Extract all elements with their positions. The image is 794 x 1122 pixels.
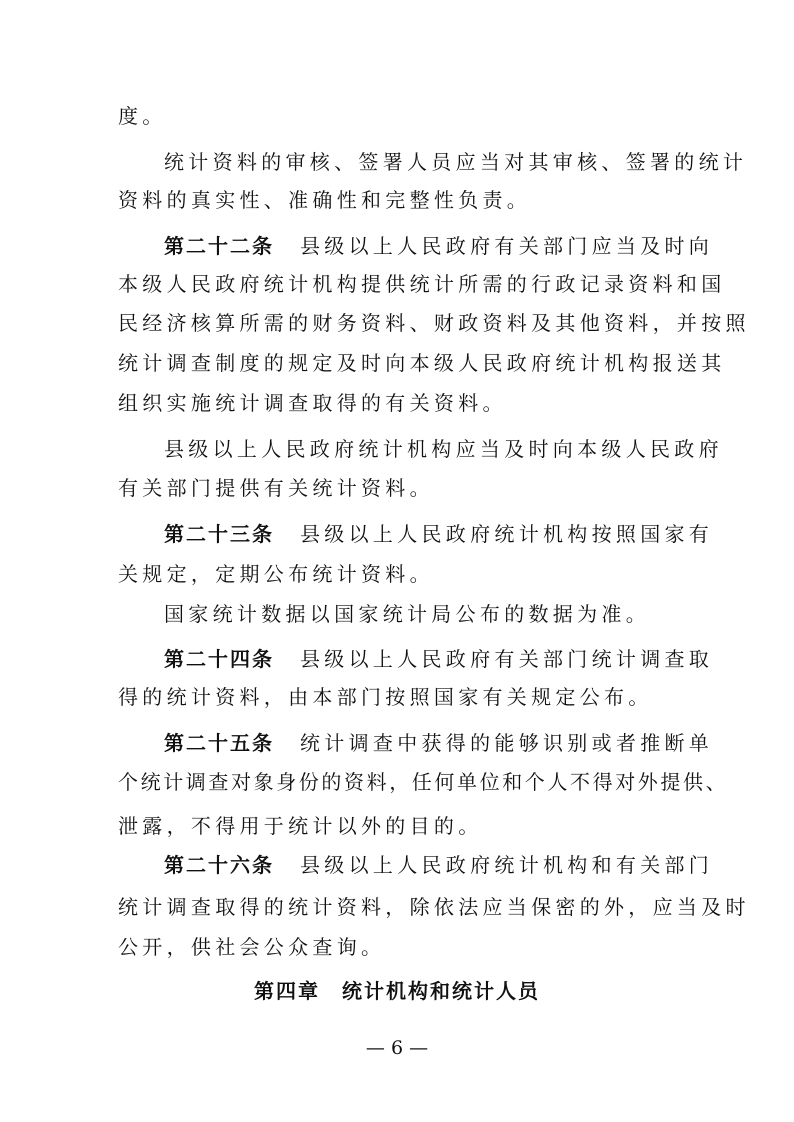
text-line: 得的统计资料，由本部门按照国家有关规定公布。 [118, 685, 653, 709]
article-heading: 第二十四条 [164, 647, 274, 671]
text-line: 统计调查制度的规定及时向本级人民政府统计机构报送其 [118, 351, 726, 375]
page-number: — 6 — [365, 1037, 429, 1059]
text-line: 度。 [118, 104, 167, 128]
text-line: 统计调查中获得的能够识别或者推断单 [300, 731, 714, 755]
text-line: 个统计调查对象身份的资料，任何单位和个人不得对外提供、 [118, 770, 729, 794]
article-23-first-line [164, 522, 714, 546]
text-line: 本级人民政府统计机构提供统计所需的行政记录资料和国 [118, 272, 726, 296]
article-22-first-line [164, 234, 714, 258]
text-line: 关规定，定期公布统计资料。 [118, 562, 434, 586]
text-line: 有关部门提供有关统计资料。 [118, 476, 434, 500]
text-line: 资料的真实性、准确性和完整性负责。 [118, 188, 532, 212]
article-26-first-line [164, 853, 714, 877]
text-line: 县级以上人民政府有关部门应当及时向 [300, 234, 714, 258]
text-line: 国家统计数据以国家统计局公布的数据为准。 [164, 602, 650, 626]
text-line: 县级以上人民政府统计机构和有关部门 [300, 853, 714, 877]
article-heading: 第二十二条 [164, 234, 274, 258]
article-25-first-line [164, 731, 714, 755]
text-line: 统计调查取得的统计资料，除依法应当保密的外，应当及时 [118, 895, 750, 919]
text-line: 县级以上人民政府统计机构按照国家有 [300, 522, 714, 546]
article-heading: 第二十五条 [164, 731, 274, 755]
text-line: 组织实施统计调查取得的有关资料。 [118, 391, 507, 415]
article-heading: 第二十六条 [164, 853, 274, 877]
article-24-first-line [164, 647, 714, 671]
text-line: 公开，供社会公众查询。 [118, 935, 386, 959]
text-line: 泄露，不得用于统计以外的目的。 [118, 814, 483, 838]
text-line: 民经济核算所需的财务资料、财政资料及其他资料，并按照 [118, 311, 750, 335]
article-heading: 第二十三条 [164, 522, 274, 546]
chapter-title: 第四章 统计机构和统计人员 [254, 979, 540, 1003]
text-line: 县级以上人民政府统计机构应当及时向本级人民政府 [164, 437, 723, 461]
text-line: 统计资料的审核、签署人员应当对其审核、签署的统计 [164, 150, 748, 174]
text-line: 县级以上人民政府有关部门统计调查取 [300, 647, 714, 671]
